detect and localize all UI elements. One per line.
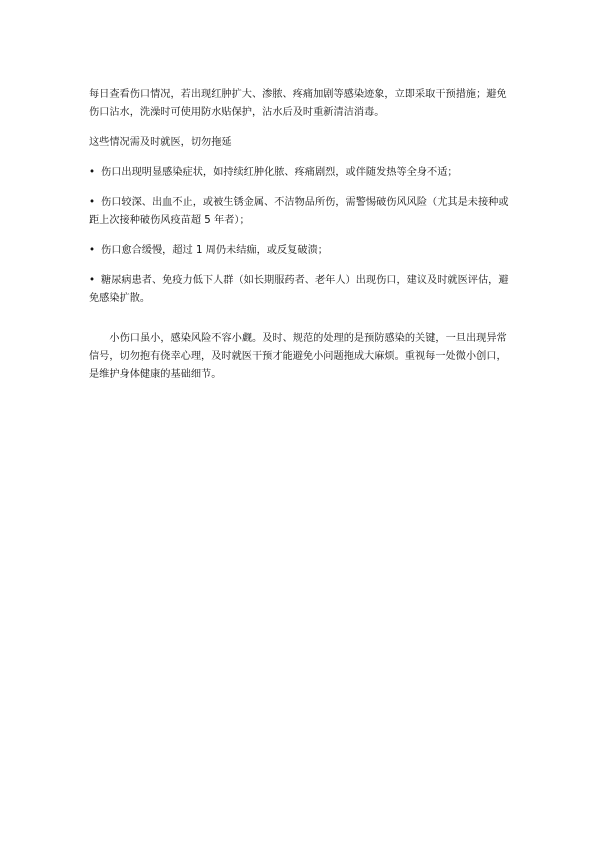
bullet-dot: • [89, 245, 96, 256]
bullet-item [89, 164, 515, 182]
bullet-text: 伤口较深、出血不止，或被生锈金属、不洁物品所伤，需警惕破伤风风险（尤其是未接种或距上次接种破伤风疫苗超 5 年者）； [89, 197, 509, 226]
bullet-dot: • [89, 197, 96, 208]
closing-paragraph: 小伤口虽小，感染风险不容小觑。及时、规范的处理的是预防感染的关键，一旦出现异常信号，切勿抱有侥幸心理，及时就医干预才能避免小问题拖成大麻烦。重视每一处微小创口，是维护身体健康的基础细节。 [89, 333, 507, 380]
bullet-item [89, 272, 515, 308]
document-content [89, 86, 515, 396]
intro-paragraph: 每日查看伤口情况，若出现红肿扩大、渗脓、疼痛加剧等感染迹象，立即采取干预措施；避免伤口沾水，洗澡时可使用防水贴保护，沾水后及时重新清洁消毒。 [89, 89, 507, 118]
bullet-text: 伤口愈合缓慢，超过 1 周仍未结痂，或反复破溃； [101, 245, 328, 256]
bullet-item [89, 242, 515, 260]
bullet-text: 糖尿病患者、免疫力低下人群（如长期服药者、老年人）出现伤口，建议及时就医评估，避免感染扩散。 [89, 275, 509, 304]
bullet-item [89, 194, 515, 230]
bullet-text: 伤口出现明显感染症状，如持续红肿化脓、疼痛剧烈，或伴随发热等全身不适； [101, 167, 458, 178]
bullet-dot: • [89, 167, 96, 178]
section-heading: 这些情况需及时就医，切勿拖延 [89, 137, 232, 148]
bullet-dot: • [89, 275, 96, 286]
